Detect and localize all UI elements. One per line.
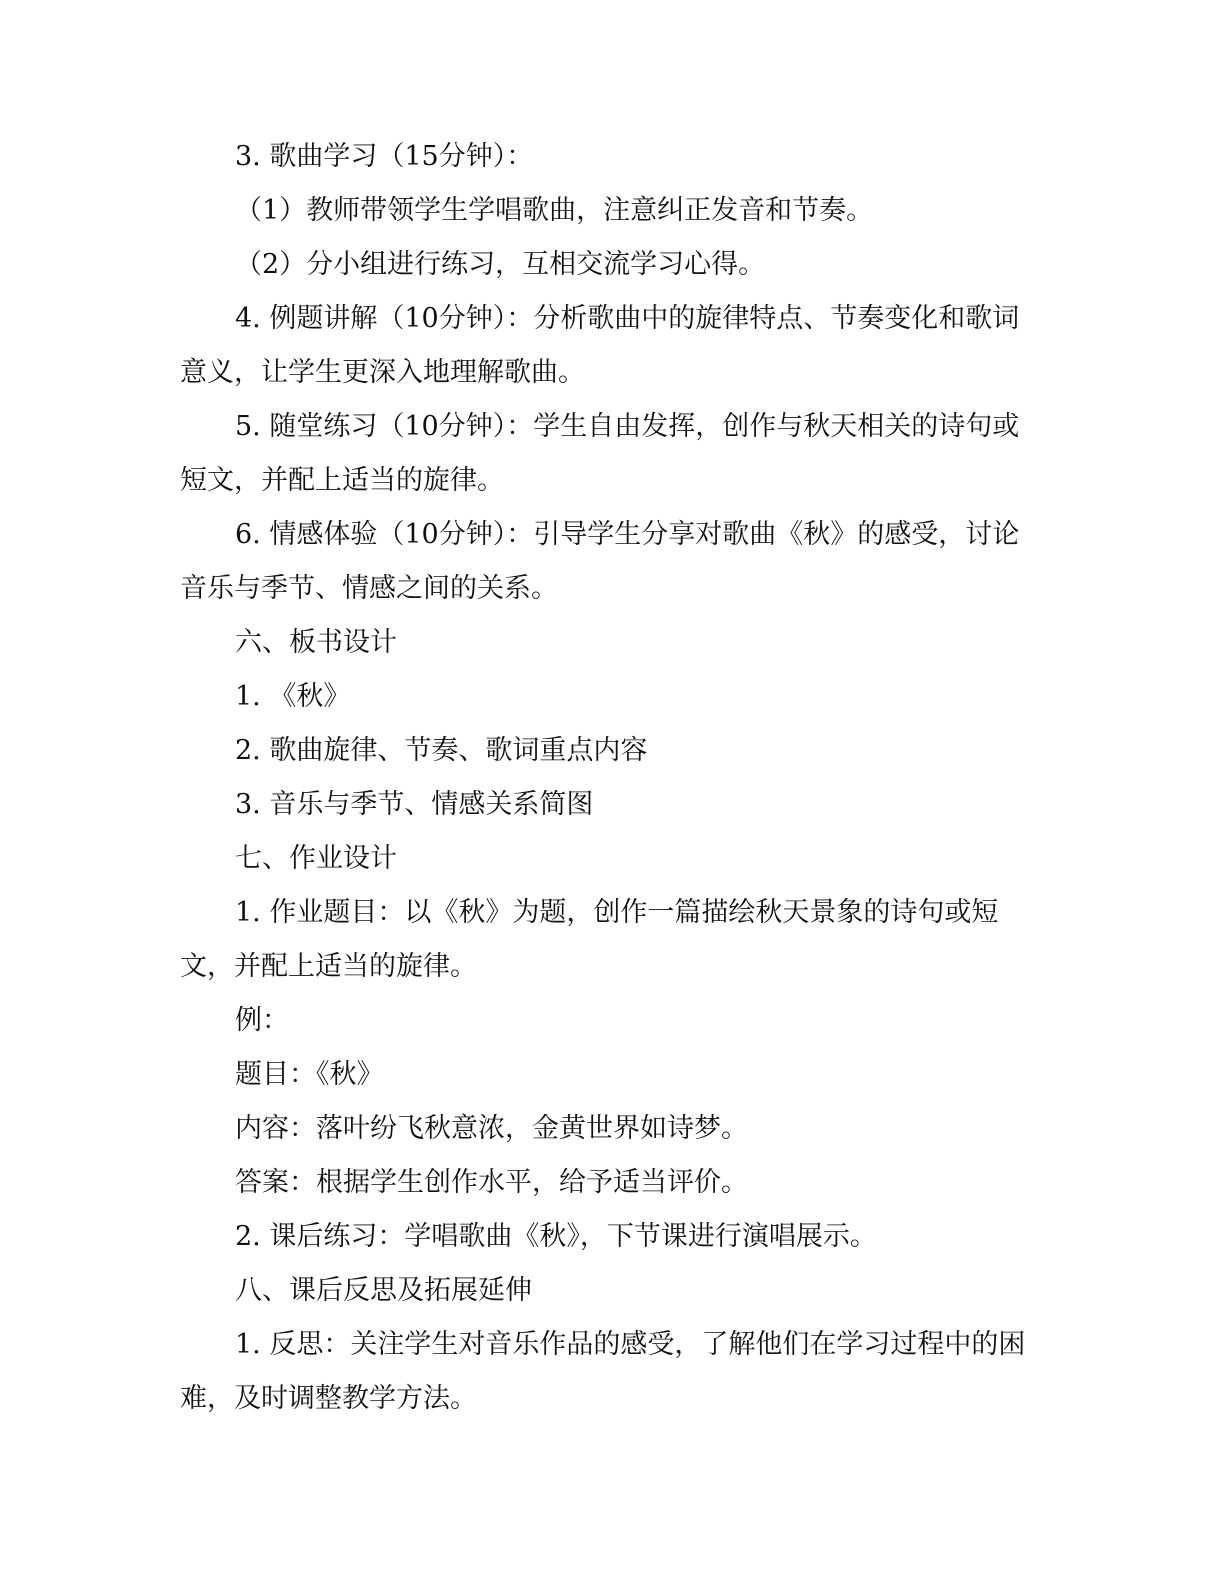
- paragraph-step-2: （2）分小组进行练习，互相交流学习心得。: [235, 249, 766, 280]
- paragraph-example-title: 题目：《秋》: [235, 1059, 384, 1090]
- paragraph-step-1: （1）教师带领学生学唱歌曲，注意纠正发音和节奏。: [235, 195, 874, 226]
- paragraph-example-explanation: 4. 例题讲解（10分钟）：分析歌曲中的旋律特点、节奏变化和歌词意义，让学生更深入地理解歌曲。: [180, 303, 1020, 388]
- paragraph-emotional-experience: 6. 情感体验（10分钟）：引导学生分享对歌曲《秋》的感受，讨论音乐与季节、情感之间的关系。: [180, 519, 1020, 604]
- paragraph-after-class-practice: 2. 课后练习：学唱歌曲《秋》，下节课进行演唱展示。: [235, 1221, 877, 1252]
- paragraph-example-answer: 答案：根据学生创作水平，给予适当评价。: [235, 1167, 748, 1198]
- paragraph-example-label: 例：: [235, 1005, 289, 1036]
- heading-reflection-extension: 八、课后反思及拓展延伸: [235, 1275, 532, 1306]
- paragraph-board-item-2: 2. 歌曲旋律、节奏、歌词重点内容: [235, 735, 648, 766]
- paragraph-example-content: 内容：落叶纷飞秋意浓，金黄世界如诗梦。: [235, 1113, 748, 1144]
- paragraph-board-item-3: 3. 音乐与季节、情感关系简图: [235, 789, 594, 820]
- document-body: [180, 130, 1040, 1426]
- paragraph-in-class-practice: 5. 随堂练习（10分钟）：学生自由发挥，创作与秋天相关的诗句或短文，并配上适当的旋律。: [180, 411, 1020, 496]
- paragraph-song-learning: 3. 歌曲学习（15分钟）：: [235, 141, 534, 172]
- paragraph-board-item-1: 1. 《秋》: [235, 681, 351, 712]
- heading-homework-design: 七、作业设计: [235, 843, 397, 874]
- heading-blackboard-design: 六、板书设计: [235, 627, 397, 658]
- paragraph-reflection: 1. 反思：关注学生对音乐作品的感受，了解他们在学习过程中的困难，及时调整教学方法。: [180, 1329, 1026, 1414]
- paragraph-homework-topic: 1. 作业题目：以《秋》为题，创作一篇描绘秋天景象的诗句或短文，并配上适当的旋律。: [180, 897, 999, 982]
